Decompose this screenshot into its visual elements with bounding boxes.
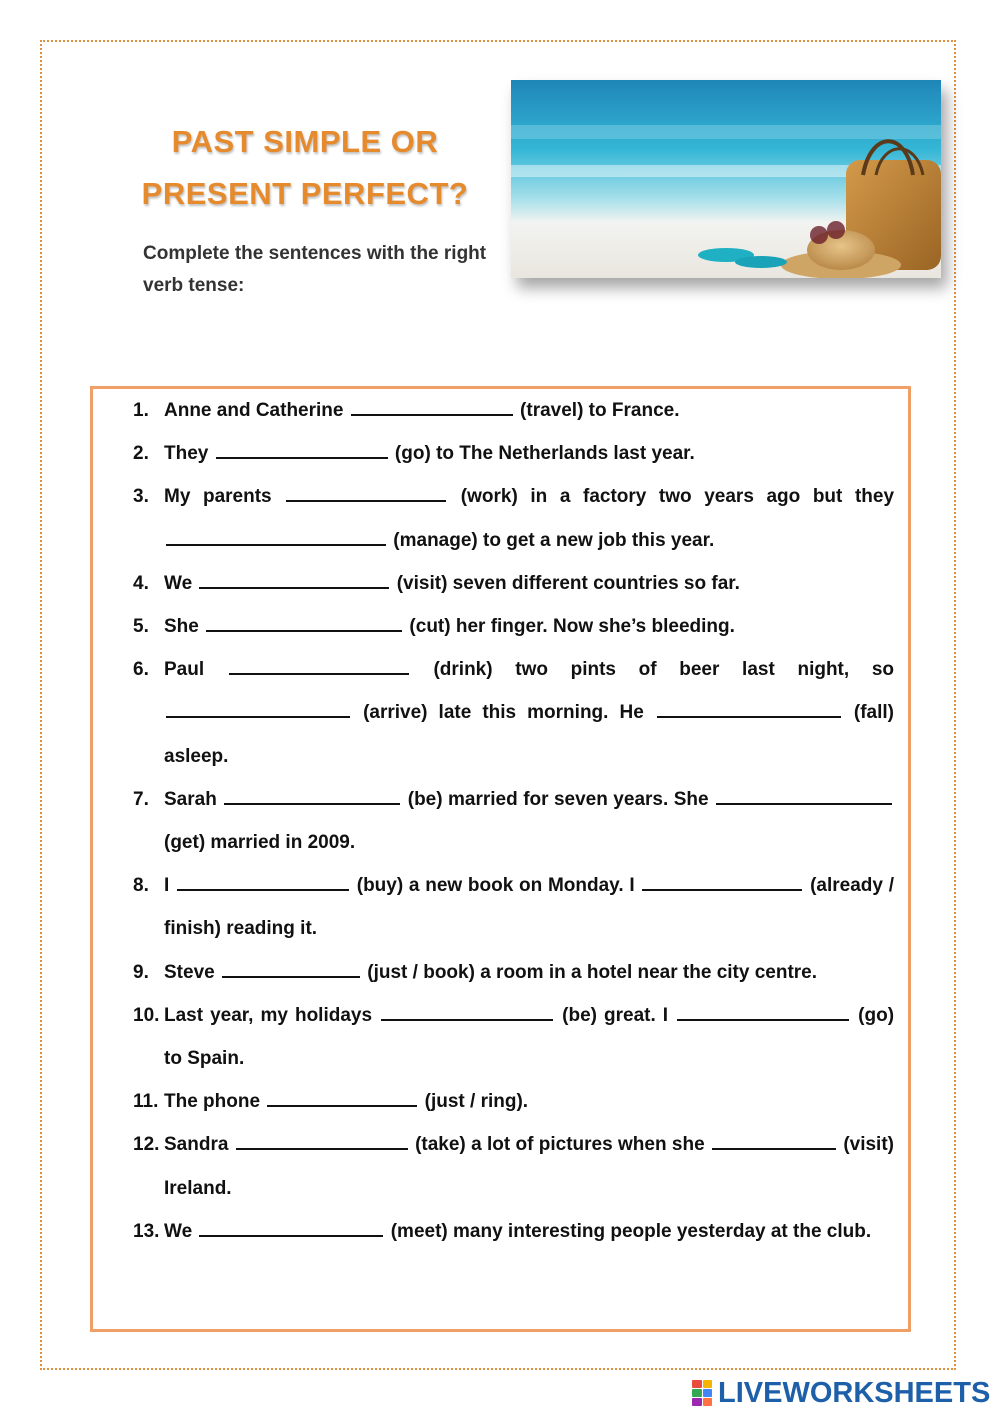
item-text: (visit) seven different countries so far. — [396, 572, 740, 594]
exercise-item-1 — [133, 389, 894, 432]
item-text: (drink) two pints of beer last night, so — [433, 659, 895, 681]
answer-blank[interactable] — [229, 653, 409, 675]
exercise-item-4 — [133, 562, 894, 605]
item-number: 12. — [133, 1134, 160, 1156]
answer-blank[interactable] — [216, 437, 388, 459]
answer-blank[interactable] — [286, 480, 446, 502]
exercise-item-6 — [133, 648, 894, 778]
answer-blank[interactable] — [199, 567, 389, 589]
instructions: Complete the sentences with the right verb tense: — [143, 243, 487, 296]
exercise-item-2 — [133, 432, 894, 475]
item-text: (work) in a factory two years ago but they — [460, 486, 895, 508]
item-text: (manage) to get a new job this year. — [393, 529, 715, 551]
item-number: 3. — [133, 486, 149, 508]
exercise-item-10 — [133, 994, 894, 1080]
item-text: (meet) many interesting people yesterday at the club. — [390, 1220, 872, 1242]
exercise-item-9 — [133, 951, 894, 994]
answer-blank[interactable] — [166, 524, 386, 546]
answer-blank[interactable] — [166, 696, 350, 718]
answer-blank[interactable] — [677, 999, 849, 1021]
item-text: My parents — [164, 486, 272, 508]
exercise-item-7 — [133, 778, 894, 864]
answer-blank[interactable] — [222, 956, 360, 978]
item-text: Anne and Catherine — [164, 400, 344, 421]
exercise-item-13 — [133, 1210, 894, 1253]
answer-blank[interactable] — [657, 696, 841, 718]
item-number: 2. — [133, 443, 149, 465]
answer-blank[interactable] — [267, 1085, 417, 1107]
beach-illustration — [511, 80, 941, 278]
exercise-item-5 — [133, 605, 894, 648]
item-text: We — [164, 1220, 193, 1242]
item-number: 7. — [133, 788, 149, 810]
item-text: (just / ring). — [424, 1091, 529, 1113]
beach-photo — [511, 80, 941, 278]
item-text: Sandra — [164, 1134, 229, 1156]
item-number: 6. — [133, 659, 149, 681]
answer-blank[interactable] — [199, 1215, 383, 1237]
exercise-list — [133, 389, 894, 1253]
item-number: 5. — [133, 616, 149, 638]
item-text: She — [164, 616, 199, 638]
answer-blank[interactable] — [351, 394, 513, 416]
liveworksheets-logo-icon — [692, 1380, 712, 1406]
title-line-2: PRESENT PERFECT? — [141, 176, 469, 211]
item-text: We — [164, 572, 193, 594]
item-number: 8. — [133, 875, 149, 897]
answer-blank[interactable] — [224, 783, 400, 805]
answer-blank[interactable] — [712, 1128, 836, 1150]
item-text: I — [164, 875, 170, 897]
exercise-item-12 — [133, 1123, 894, 1209]
item-number: 1. — [133, 400, 149, 421]
item-text: (travel) to France. — [520, 400, 680, 421]
item-text: (visit) Ireland. — [164, 1134, 894, 1199]
exercise-item-3 — [133, 475, 894, 561]
answer-blank[interactable] — [206, 610, 402, 632]
item-text: (be) married for seven years. She — [407, 788, 709, 810]
item-text: Paul — [164, 659, 205, 681]
item-number: 9. — [133, 961, 149, 983]
answer-blank[interactable] — [177, 869, 349, 891]
item-text: (just / book) a room in a hotel near the city centre. — [367, 961, 818, 983]
item-number: 11. — [133, 1091, 159, 1113]
item-text: The phone — [164, 1091, 261, 1113]
title-line-1: PAST SIMPLE OR — [171, 124, 439, 159]
exercise-item-11 — [133, 1080, 894, 1123]
item-text: (get) married in 2009. — [164, 832, 356, 854]
item-number: 10. — [133, 1004, 160, 1026]
item-text: (already / finish) reading it. — [164, 875, 894, 940]
item-text: They — [164, 443, 209, 465]
item-text: Steve — [164, 961, 215, 983]
item-text: (be) great. I — [562, 1004, 669, 1026]
answer-blank[interactable] — [716, 783, 892, 805]
item-number: 4. — [133, 572, 149, 594]
item-text: Sarah — [164, 788, 217, 810]
item-text: (cut) her finger. Now she’s bleeding. — [409, 616, 735, 638]
answer-blank[interactable] — [381, 999, 553, 1021]
exercise-item-8 — [133, 864, 894, 950]
brand[interactable] — [692, 1376, 990, 1410]
answer-blank[interactable] — [642, 869, 802, 891]
item-text: (take) a lot of pictures when she — [415, 1134, 705, 1156]
item-text: (fall) asleep. — [164, 702, 895, 767]
item-number: 13. — [133, 1220, 160, 1242]
item-text: Last year, my holidays — [164, 1004, 373, 1026]
item-text: (buy) a new book on Monday. I — [356, 875, 635, 897]
answer-blank[interactable] — [236, 1128, 408, 1150]
brand-name: LIVEWORKSHEETS — [718, 1376, 991, 1409]
item-text: (arrive) late this morning. He — [363, 702, 644, 724]
item-text: (go) to The Netherlands last year. — [394, 443, 695, 465]
item-text: (go) to Spain. — [164, 1004, 895, 1070]
